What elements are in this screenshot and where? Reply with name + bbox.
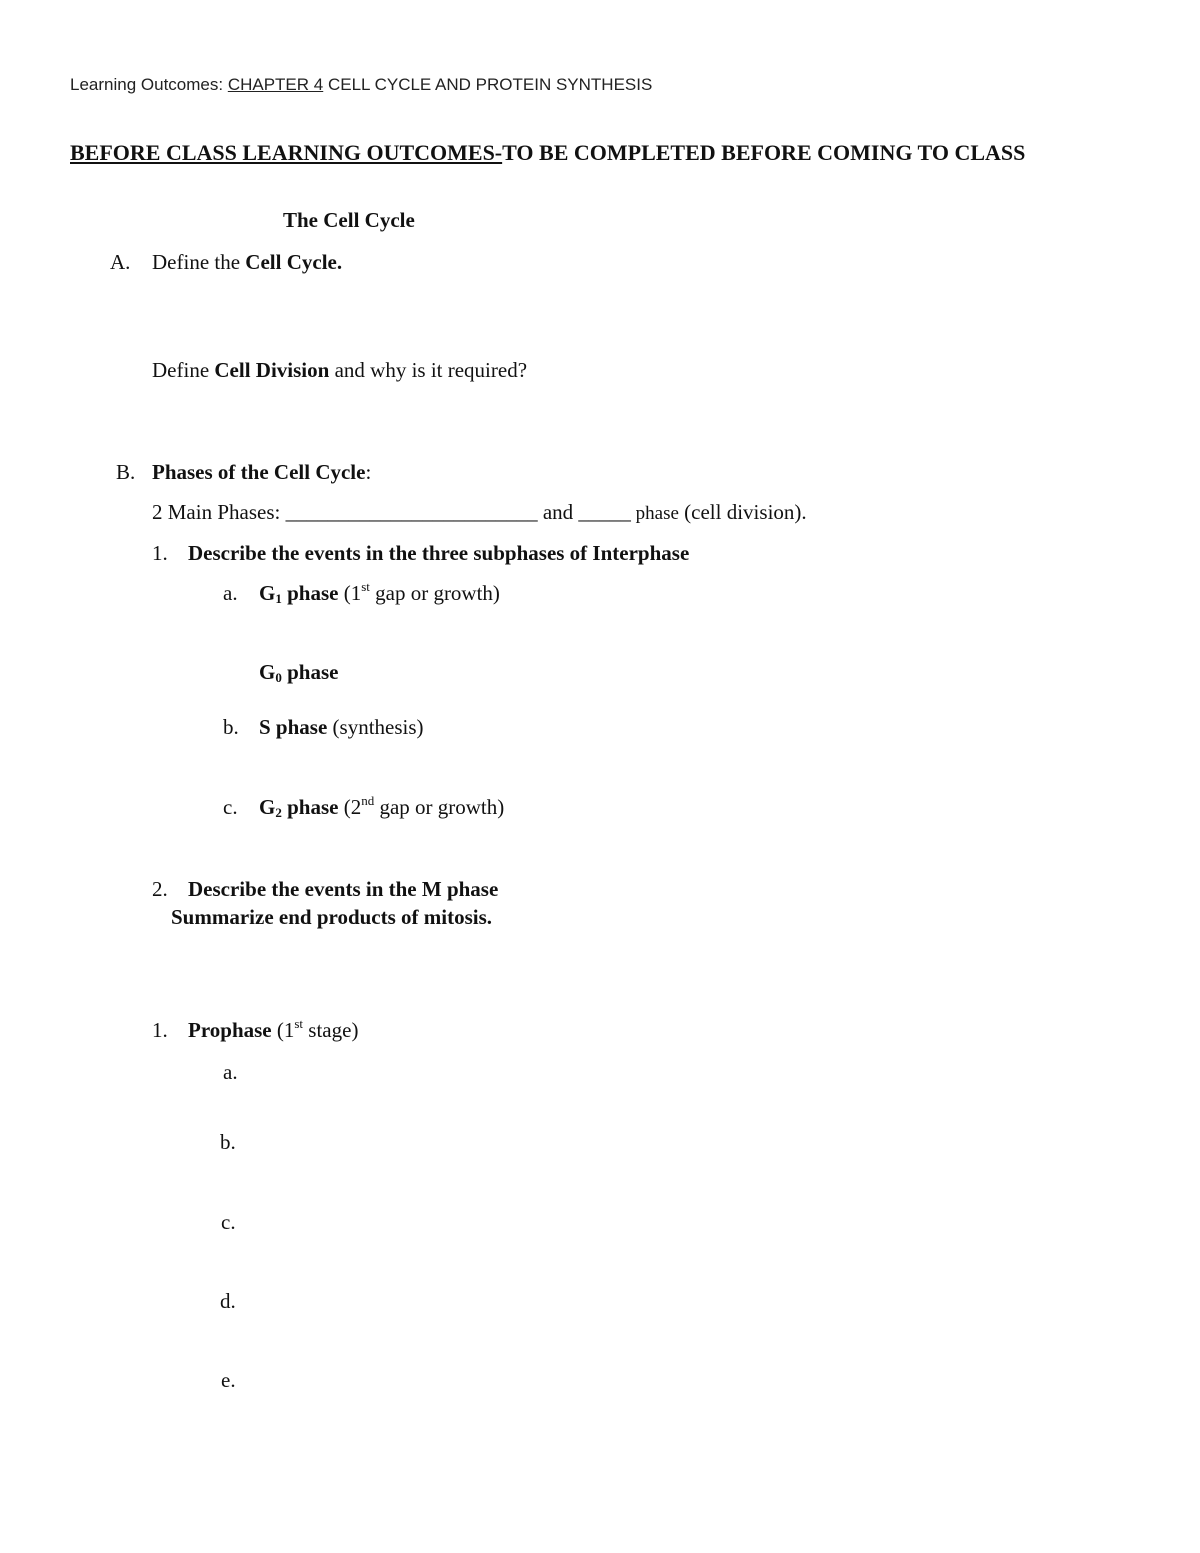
prophase-superscript: st <box>294 1016 304 1031</box>
g1-letter: G <box>259 581 276 605</box>
question-1-number: 1. <box>152 541 168 565</box>
q1-bold: Cell Cycle. <box>245 250 343 274</box>
prophase-item-marker: c. <box>221 1210 236 1234</box>
header-title: CELL CYCLE AND PROTEIN SYNTHESIS <box>323 75 653 94</box>
g0-subscript: 0 <box>275 670 282 685</box>
interphase-item-marker: b. <box>223 715 239 739</box>
question-2-line-2: Summarize end products of mitosis. <box>171 905 493 929</box>
g1-subscript: 1 <box>275 591 282 606</box>
part-b-title <box>152 460 371 485</box>
main-phases-suffix: (cell division). <box>678 500 807 524</box>
header-prefix: Learning Outcomes: <box>70 75 228 94</box>
q1-prefix: Define the <box>152 250 246 274</box>
g1-paren-open: (1 <box>338 581 362 605</box>
main-phases-prefix: 2 Main Phases: <box>152 500 286 524</box>
main-phases-mid: and <box>537 500 579 524</box>
s-phase-label: S phase <box>259 715 328 739</box>
g2-phase-word: phase <box>281 795 339 819</box>
s-phase-description: (synthesis) <box>327 715 424 739</box>
part-a-marker: A. <box>110 250 131 274</box>
prophase-paren-open: (1 <box>271 1018 295 1042</box>
prophase-stage: stage) <box>303 1018 359 1042</box>
g2-description: gap or growth) <box>374 795 505 819</box>
banner-underlined: BEFORE CLASS LEARNING OUTCOMES- <box>70 140 503 165</box>
g2-paren-open: (2 <box>338 795 362 819</box>
part-b-title-bold: Phases of the Cell Cycle <box>152 460 366 484</box>
part-a-question-2 <box>152 358 527 383</box>
prophase-item-marker: e. <box>221 1368 236 1392</box>
g1-description: gap or growth) <box>369 581 500 605</box>
g2-letter: G <box>259 795 276 819</box>
question-2-number: 2. <box>152 877 168 901</box>
g2-subscript: 2 <box>275 805 282 820</box>
document-header <box>70 75 652 95</box>
g1-phase-item <box>259 581 500 607</box>
prophase-number: 1. <box>152 1018 168 1042</box>
interphase-item-marker: c. <box>223 795 238 819</box>
banner-heading <box>70 140 1025 166</box>
main-phases-blank-2: _____ <box>578 500 631 524</box>
header-chapter: CHAPTER 4 <box>227 75 324 94</box>
question-2-line-1: Describe the events in the M phase <box>188 877 499 901</box>
banner-rest: TO BE COMPLETED BEFORE COMING TO CLASS <box>502 140 1026 165</box>
part-a-question-1 <box>152 250 342 275</box>
g1-phase-word: phase <box>281 581 339 605</box>
main-phases-phase-word: phase <box>630 503 679 524</box>
part-b-title-suffix: : <box>365 460 372 484</box>
g2-superscript: nd <box>361 793 375 808</box>
q2-prefix: Define <box>152 358 215 382</box>
q2-suffix: and why is it required? <box>329 358 528 382</box>
prophase-item-marker: a. <box>223 1060 238 1084</box>
main-phases-line <box>152 500 807 525</box>
g0-phase-item <box>259 660 338 686</box>
prophase-heading <box>188 1018 358 1043</box>
question-1-text: Describe the events in the three subphases of Interphase <box>188 541 690 565</box>
section-title: The Cell Cycle <box>283 208 415 232</box>
g0-phase-word: phase <box>281 660 339 684</box>
g0-letter: G <box>259 660 276 684</box>
prophase-item-marker: d. <box>220 1289 236 1313</box>
g1-superscript: st <box>361 579 370 594</box>
q2-bold: Cell Division <box>214 358 330 382</box>
s-phase-item <box>259 715 424 740</box>
g2-phase-item <box>259 795 504 821</box>
prophase-item-marker: b. <box>220 1130 236 1154</box>
part-b-marker: B. <box>116 460 136 484</box>
prophase-label: Prophase <box>188 1018 272 1042</box>
main-phases-blank-1: ________________________ <box>285 500 538 524</box>
interphase-item-marker: a. <box>223 581 238 605</box>
